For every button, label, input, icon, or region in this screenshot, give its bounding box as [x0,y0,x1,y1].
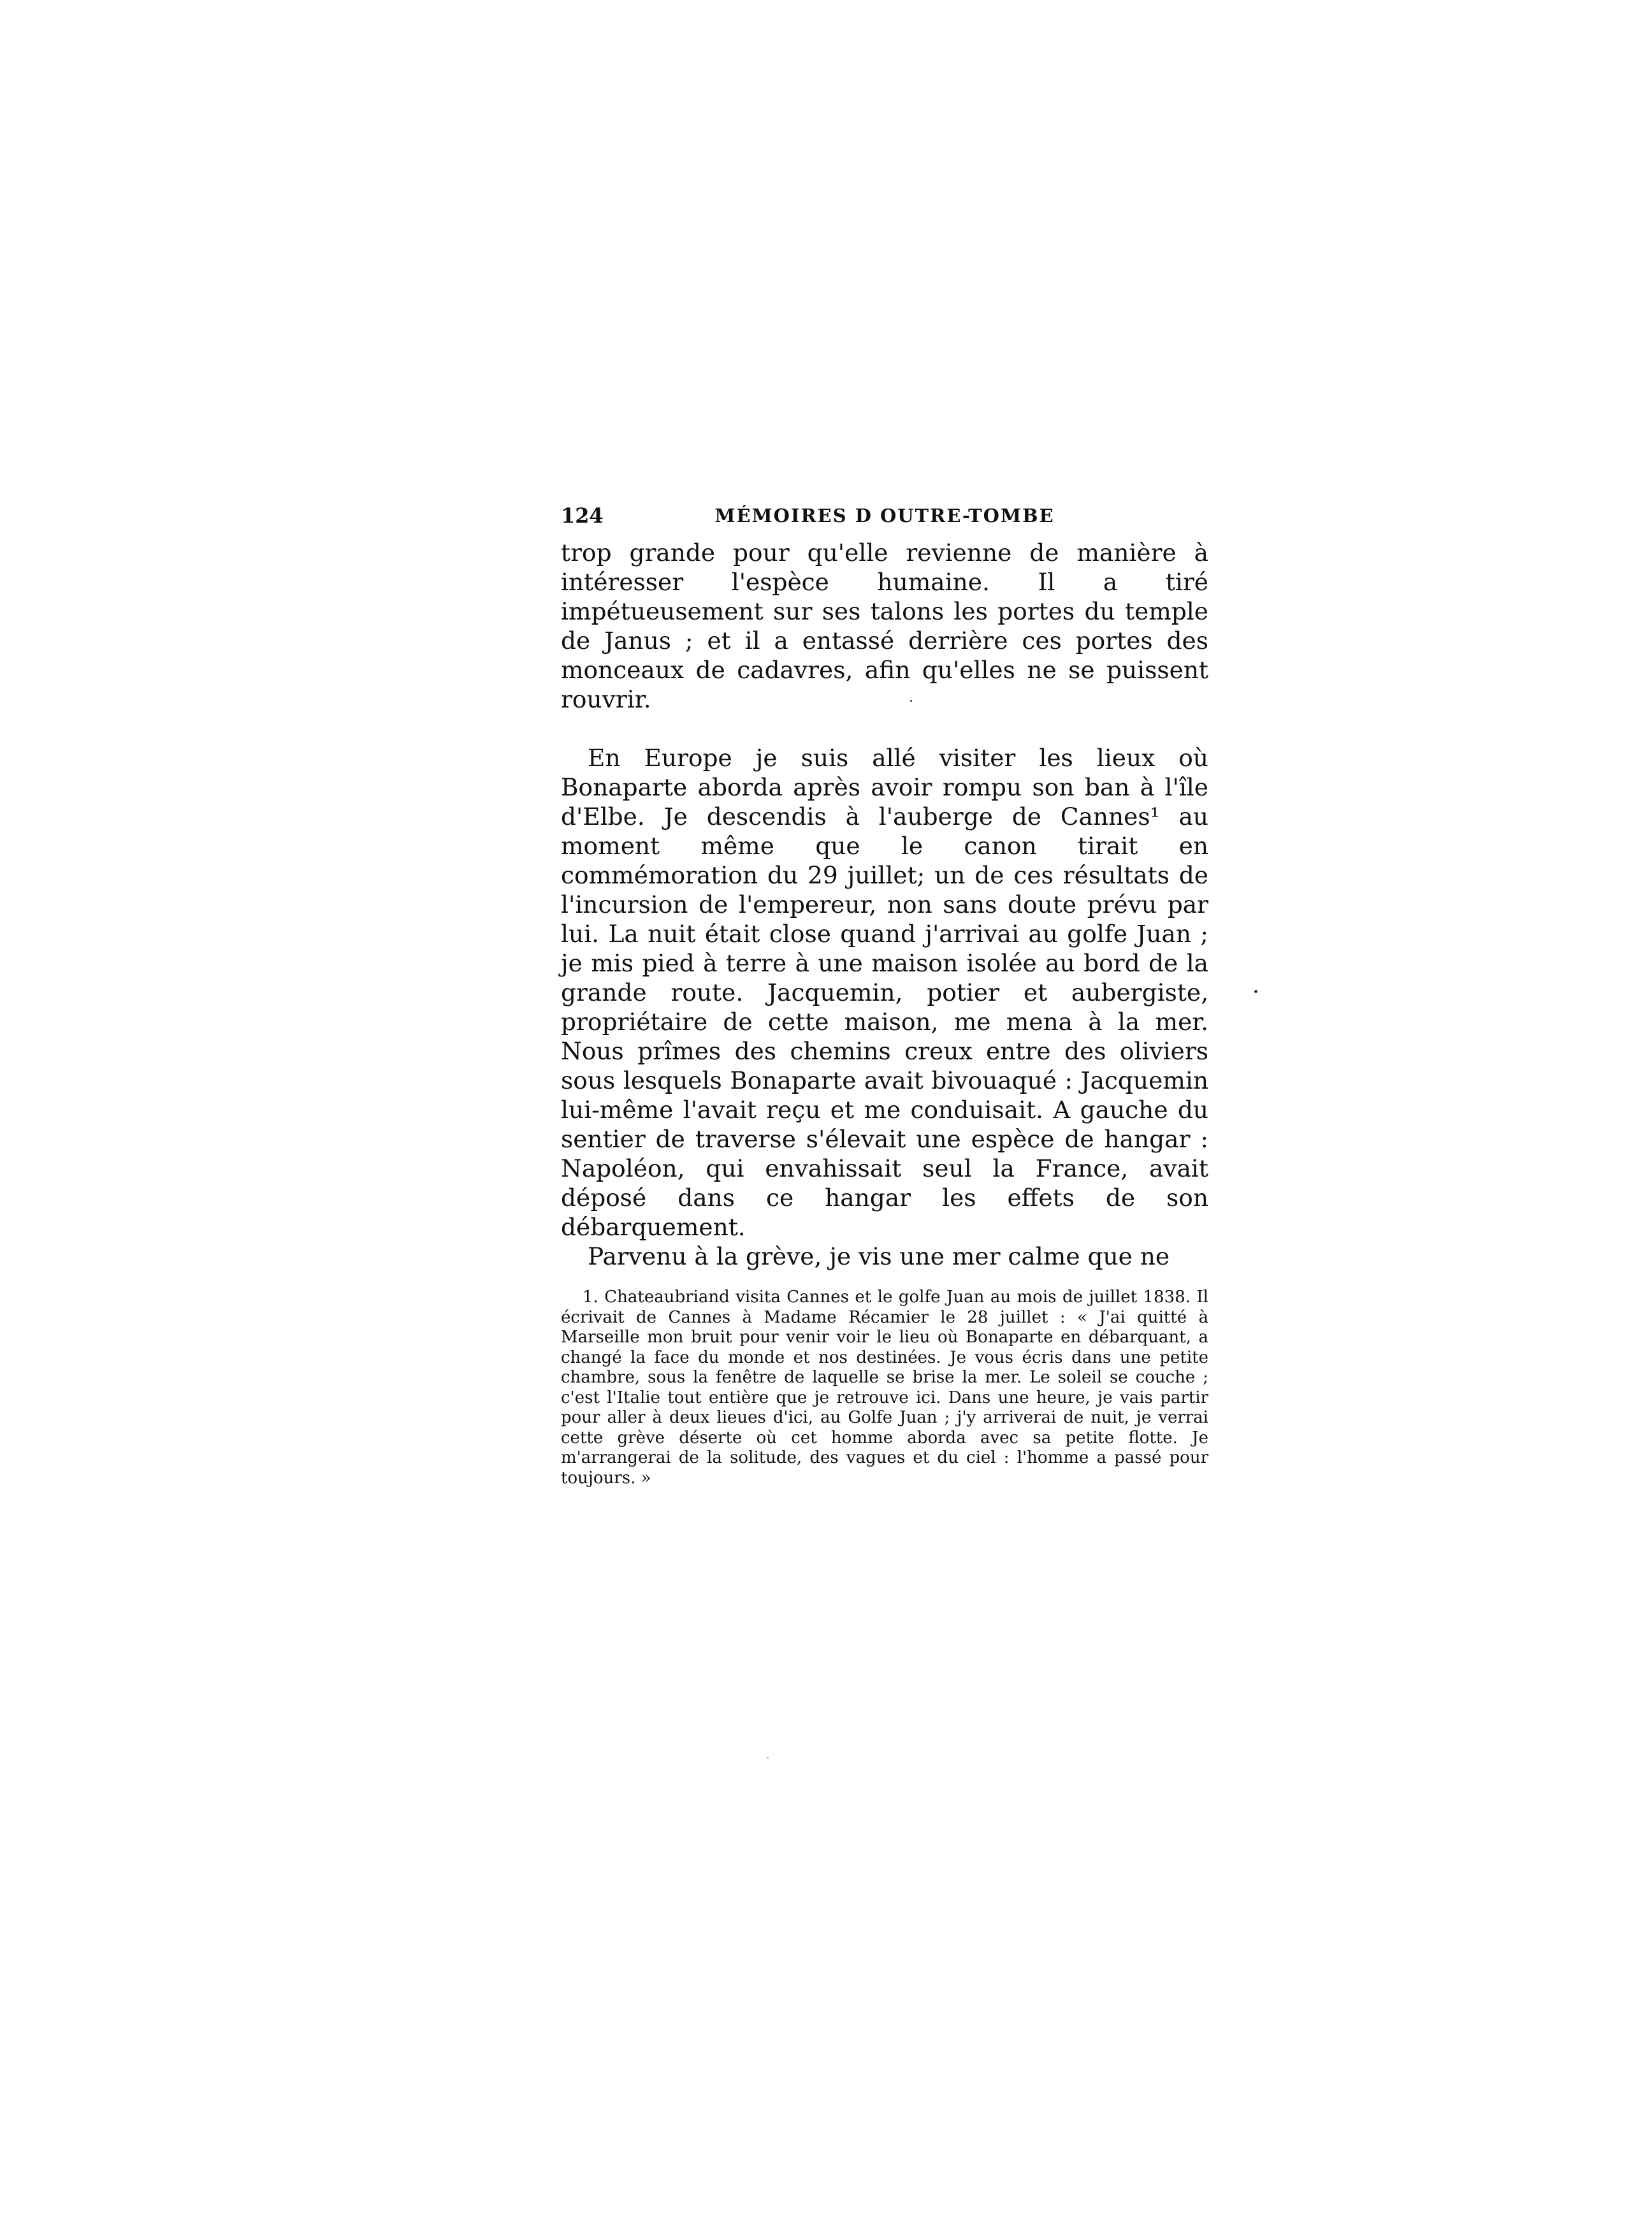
page-number: 124 [561,504,604,528]
footnote: 1. Chateaubriand visita Cannes et le golfe Juan au mois de juillet 1838. Il écrivait de Cannes à Madame Récamier le 28 juillet : « J'ai quitté à Marseille mon bruit pour venir voir le lieu où Bonaparte en débarquant, a changé la face du monde et nos destinées. Je vous écris dans une petite chambre, sous la fenêtre de laquelle se brise la mer. Le soleil se couche ; c'est l'Italie tout entière que je retrouve ici. Dans une heure, je vais partir pour aller à deux lieues d'ici, au Golfe Juan ; j'y arriverai de nuit, je verrai cette grève déserte où cet homme aborda avec sa petite flotte. Je m'arrangerai de la solitude, des vagues et du ciel : l'homme a passé pour toujours. » [561,1288,1208,1488]
paragraph-3: Parvenu à la grève, je vis une mer calme que ne [588,1242,1170,1270]
body-text [561,538,1208,1271]
scan-speck [1254,990,1257,993]
scan-speck [910,700,912,702]
scan-speck [767,1757,769,1759]
running-title: MÉMOIRES D OUTRE-TOMBE [714,505,1055,526]
book-page [561,504,1208,1505]
paragraph-2: En Europe je suis allé visiter les lieux où Bonaparte aborda après avoir rompu son ban à l'île d'Elbe. Je descendis à l'auberge de Cannes¹ au moment même que le canon tirait en commémoration du 29 juillet; un de ces résultats de l'incursion de l'empereur, non sans doute prévu par lui. La nuit était close quand j'arrivai au golfe Juan ; je mis pied à terre à une maison isolée au bord de la grande route. Jacquemin, potier et aubergiste, propriétaire de cette maison, me mena à la mer. Nous prîmes des chemins creux entre des oliviers sous lesquels Bonaparte avait bivouaqué : Jacquemin lui-même l'avait reçu et me conduisait. A gauche du sentier de traverse s'élevait une espèce de hangar : Napoléon, qui envahissait seul la France, avait déposé dans ce hangar les effets de son débarquement. [561,744,1208,1241]
paragraph-1: trop grande pour qu'elle revienne de manière à intéresser l'espèce humaine. Il a tiré impétueusement sur ses talons les portes du temple de Janus ; et il a entassé derrière ces portes des monceaux de cadavres, afin qu'elles ne se puissent rouvrir. [561,539,1208,713]
running-head [561,504,1208,538]
